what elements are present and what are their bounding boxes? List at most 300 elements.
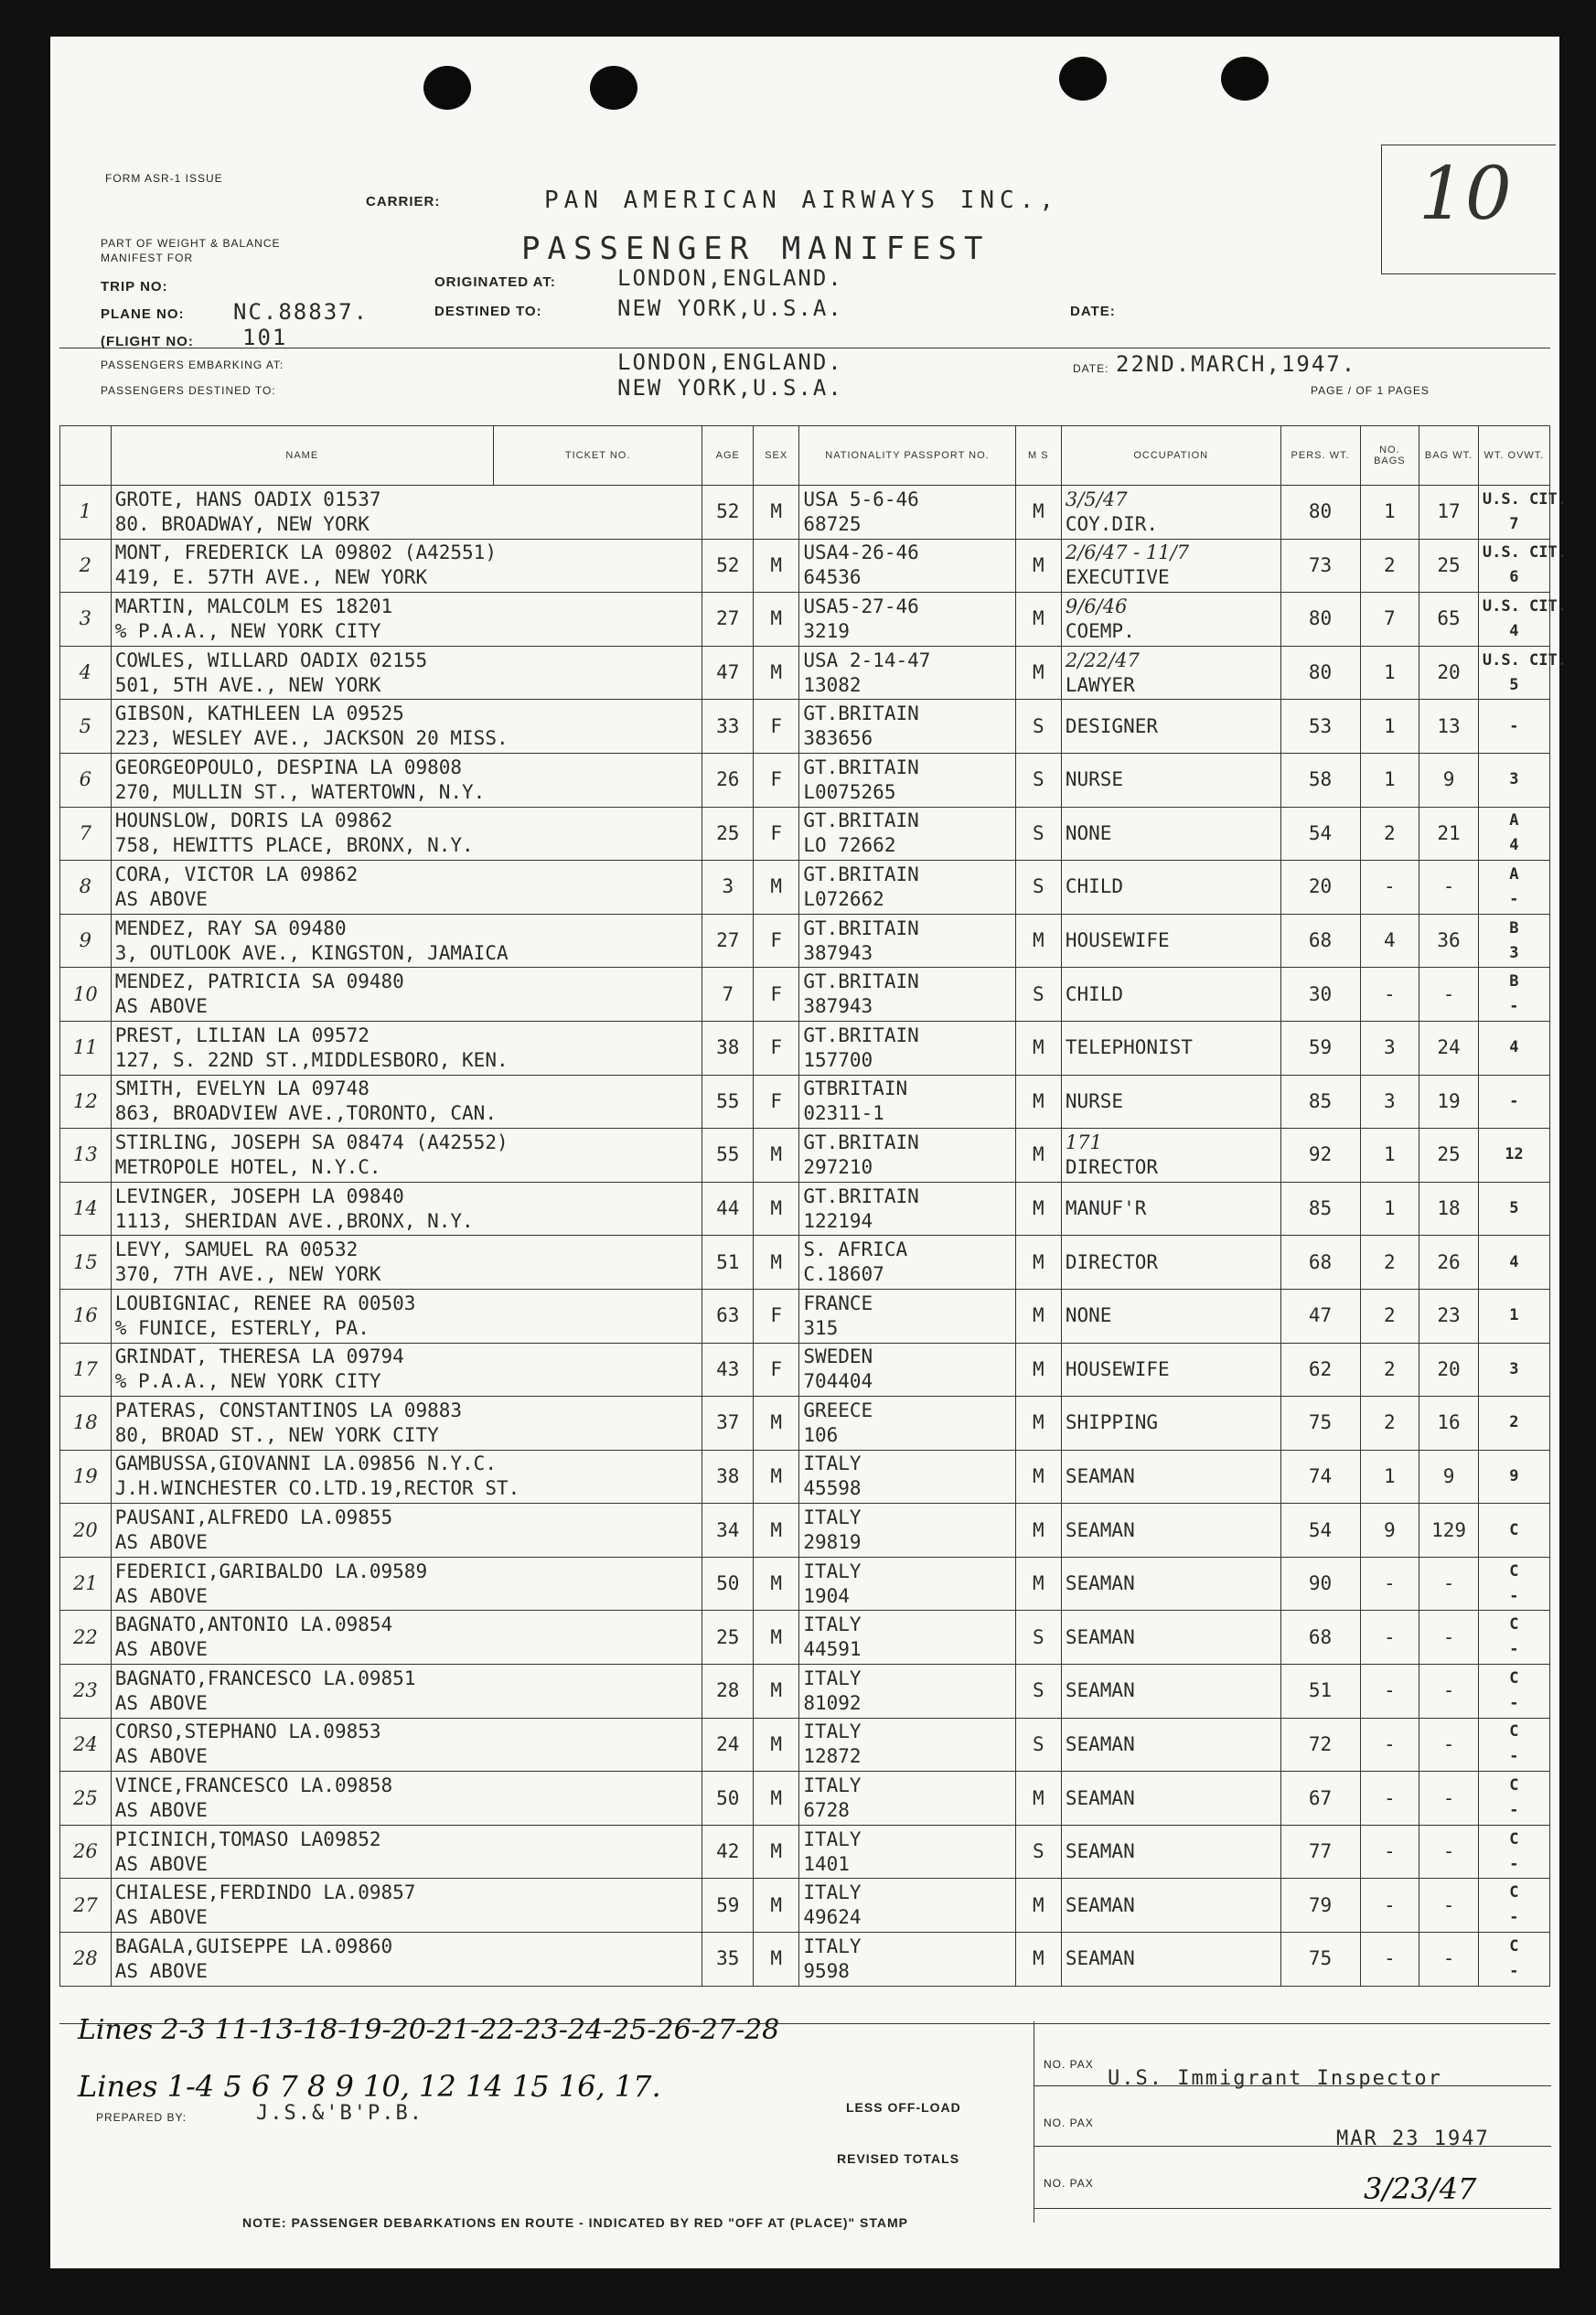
cell-sex: M [754,1611,799,1665]
cell-name-line1: CORSO,STEPHANO LA.09853 [114,1720,381,1743]
cell-ms: M [1015,1933,1061,1987]
cell-name-line1: COWLES, WILLARD OADIX 02155 [114,648,428,671]
form-number: FORM ASR-1 ISSUE [105,172,223,185]
cell-name-line2: 3, OUTLOOK AVE., KINGSTON, JAMAICA [114,941,509,964]
cell-nationality [799,1343,1015,1397]
cell-occupation-line2: SEAMAN [1065,1732,1135,1755]
destined-value: NEW YORK,U.S.A. [617,295,843,321]
cell-name-line1: MENDEZ, PATRICIA SA 09480 [114,970,404,993]
cell-no-bags: 7 [1360,593,1419,647]
cell-nationality-line2: 81092 [803,1691,862,1714]
cell-no-bags: - [1360,861,1419,915]
cell-ms: M [1015,593,1061,647]
cell-name-line2: AS ABOVE [114,1906,208,1929]
trip-label: TRIP NO: [101,279,168,295]
carrier-name: PAN AMERICAN AIRWAYS INC., [544,187,1059,214]
cell-no-bags: 2 [1360,1289,1419,1343]
col-nationality: NATIONALITY PASSPORT NO. [799,426,1015,486]
table-row [60,486,1550,540]
cell-overweight-line2: - [1509,1640,1519,1659]
cell-no-bags: 2 [1360,539,1419,593]
table-row [60,1182,1550,1236]
cell-occupation [1061,1021,1280,1075]
cell-bag-wt: - [1419,861,1479,915]
cell-occupation-line2: NURSE [1065,768,1124,791]
cell-no-bags: 1 [1360,1129,1419,1183]
punch-hole [423,66,471,110]
cell-name-line2: AS ABOVE [114,1852,208,1875]
table-row [60,807,1550,861]
table-row [60,1236,1550,1290]
prepared-by: J.S.&'B'P.B. [256,2102,423,2125]
cell-overweight [1478,1718,1549,1772]
cell-age: 26 [702,753,754,807]
cell-sex: M [754,1557,799,1611]
cell-nationality [799,1075,1015,1129]
cell-bag-wt: - [1419,1611,1479,1665]
cell-overweight [1478,807,1549,861]
cell-occupation [1061,861,1280,915]
cell-name [111,1343,702,1397]
cell-sex: M [754,1236,799,1290]
cell-age: 25 [702,1611,754,1665]
cell-nationality-line2: 704404 [803,1370,873,1393]
table-row [60,861,1550,915]
cell-age: 51 [702,1236,754,1290]
cell-nationality [799,1718,1015,1772]
cell-age: 55 [702,1075,754,1129]
no-pax-label: NO. PAX [1044,2058,1094,2071]
cell-occupation [1061,646,1280,700]
cell-rownum: 3 [60,593,112,647]
cell-age: 55 [702,1129,754,1183]
cell-pers-wt: 77 [1280,1825,1360,1879]
cell-sex: F [754,700,799,754]
cell-name-line2: AS ABOVE [114,1584,208,1607]
cell-occupation [1061,1557,1280,1611]
cell-overweight-line2: - [1509,1961,1519,1980]
cell-overweight [1478,1879,1549,1933]
cell-overweight-line2: 5 [1509,1199,1519,1218]
cell-occupation-line2: SEAMAN [1065,1947,1135,1970]
cell-no-bags: - [1360,1611,1419,1665]
cell-bag-wt: - [1419,1772,1479,1826]
cell-bag-wt: - [1419,1665,1479,1719]
cell-name-line2: 501, 5TH AVE., NEW YORK [114,673,381,696]
cell-occupation [1061,1933,1280,1987]
page-count: PAGE / OF 1 PAGES [1311,384,1430,397]
cell-occupation-line2: NONE [1065,1304,1112,1327]
cell-nationality-line1: USA 5-6-46 [803,488,919,510]
cell-name-line2: AS ABOVE [114,1799,208,1822]
cell-name [111,968,702,1022]
cell-age: 3 [702,861,754,915]
cell-nationality-line1: GT.BRITAIN [803,970,919,993]
cell-pers-wt: 80 [1280,593,1360,647]
cell-ms: S [1015,753,1061,807]
cell-nationality-line1: GT.BRITAIN [803,863,919,885]
stamp-date: MAR 23 1947 [1336,2127,1490,2150]
cell-age: 34 [702,1504,754,1558]
cell-ms: M [1015,539,1061,593]
cell-occupation [1061,1289,1280,1343]
punch-hole [1059,57,1107,101]
cell-nationality-line2: 157700 [803,1048,873,1071]
cell-occupation-line2: SHIPPING [1065,1411,1159,1434]
prepared-label: PREPARED BY: [96,2111,187,2124]
cell-ms: M [1015,1129,1061,1183]
cell-occupation [1061,1718,1280,1772]
cell-sex: M [754,1665,799,1719]
cell-nationality-line1: ITALY [803,1506,862,1529]
table-row [60,1772,1550,1826]
cell-age: 37 [702,1397,754,1451]
cell-nationality [799,486,1015,540]
cell-nationality-line1: ITALY [803,1935,862,1957]
cell-name-line1: GRINDAT, THERESA LA 09794 [114,1345,404,1368]
cell-name-line2: METROPOLE HOTEL, N.Y.C. [114,1155,381,1178]
cell-overweight-line1: B [1509,918,1519,938]
cell-sex: M [754,593,799,647]
cell-rownum: 15 [60,1236,112,1290]
cell-bag-wt: 129 [1419,1504,1479,1558]
cell-rownum: 10 [60,968,112,1022]
cell-name-line1: LEVINGER, JOSEPH LA 09840 [114,1184,404,1207]
cell-no-bags: 1 [1360,486,1419,540]
cell-age: 59 [702,1879,754,1933]
cell-age: 47 [702,646,754,700]
cell-bag-wt: 23 [1419,1289,1479,1343]
cell-name-line2: 863, BROADVIEW AVE.,TORONTO, CAN. [114,1102,497,1125]
cell-nationality-line2: 44591 [803,1638,862,1661]
cell-pers-wt: 85 [1280,1075,1360,1129]
cell-bag-wt: 25 [1419,539,1479,593]
cell-name-line1: MARTIN, MALCOLM ES 18201 [114,595,393,617]
cell-nationality-line1: GT.BRITAIN [803,702,919,725]
cell-rownum: 24 [60,1718,112,1772]
cell-overweight-line1: U.S. CIT. [1482,489,1567,509]
cell-name-line2: 1113, SHERIDAN AVE.,BRONX, N.Y. [114,1209,474,1232]
cell-nationality [799,1611,1015,1665]
cell-nationality [799,1825,1015,1879]
cell-bag-wt: 18 [1419,1182,1479,1236]
cell-no-bags: - [1360,1718,1419,1772]
cell-overweight [1478,1182,1549,1236]
table-row [60,1397,1550,1451]
cell-sex: F [754,914,799,968]
cell-age: 50 [702,1557,754,1611]
cell-name [111,1557,702,1611]
cell-nationality [799,700,1015,754]
cell-rownum: 12 [60,1075,112,1129]
cell-occupation-line2: DESIGNER [1065,714,1159,737]
cell-name [111,1933,702,1987]
cell-age: 28 [702,1665,754,1719]
cell-overweight [1478,1397,1549,1451]
cell-name-line2: % FUNICE, ESTERLY, PA. [114,1316,370,1339]
cell-overweight-line2: 3 [1509,1359,1519,1378]
cell-rownum: 17 [60,1343,112,1397]
cell-rownum: 26 [60,1825,112,1879]
cell-occupation-line2: CHILD [1065,875,1124,898]
cell-overweight-line2: 7 [1509,514,1519,533]
cell-no-bags: 2 [1360,1236,1419,1290]
cell-occupation [1061,968,1280,1022]
cell-ms: S [1015,1718,1061,1772]
cell-overweight [1478,539,1567,593]
cell-age: 33 [702,700,754,754]
cell-nationality-line1: GT.BRITAIN [803,809,919,832]
cell-nationality-line2: 6728 [803,1799,850,1822]
cell-name [111,753,702,807]
table-row [60,539,1550,593]
pax-destined-value: NEW YORK,U.S.A. [617,375,843,401]
cell-overweight [1478,1021,1549,1075]
cell-age: 24 [702,1718,754,1772]
cell-name [111,1075,702,1129]
cell-age: 25 [702,807,754,861]
cell-occupation [1061,1611,1280,1665]
originated-value: LONDON,ENGLAND. [617,265,843,291]
cell-nationality-line2: L0075265 [803,780,896,803]
flight-no: 101 [242,325,288,350]
table-row [60,1289,1550,1343]
cell-no-bags: 9 [1360,1504,1419,1558]
cell-rownum: 13 [60,1129,112,1183]
cell-name-line2: AS ABOVE [114,995,208,1018]
cell-nationality [799,807,1015,861]
cell-name [111,700,702,754]
cell-ms: S [1015,968,1061,1022]
cell-name-line2: % P.A.A., NEW YORK CITY [114,619,381,642]
col-pers-wt: PERS. WT. [1280,426,1360,486]
cell-pers-wt: 72 [1280,1718,1360,1772]
cell-occupation-line2: HOUSEWIFE [1065,1357,1170,1380]
table-row [60,968,1550,1022]
cell-name [111,1182,702,1236]
cell-name-line2: 80, BROAD ST., NEW YORK CITY [114,1423,439,1446]
cell-occupation [1061,1182,1280,1236]
cell-rownum: 7 [60,807,112,861]
cell-name [111,486,702,540]
cell-overweight-line2: 9 [1509,1466,1519,1485]
cell-nationality [799,1236,1015,1290]
carrier-label: CARRIER: [366,194,441,209]
cell-overweight-line1: U.S. CIT. [1482,596,1567,616]
cell-nationality-line1: ITALY [803,1559,862,1582]
cell-ms: S [1015,700,1061,754]
cell-occupation [1061,486,1280,540]
cell-no-bags: 1 [1360,1182,1419,1236]
cell-occupation [1061,914,1280,968]
cell-sex: F [754,1343,799,1397]
cell-overweight [1478,1933,1549,1987]
cell-nationality-line1: ITALY [803,1881,862,1904]
cell-sex: M [754,1933,799,1987]
cell-sex: M [754,1772,799,1826]
cell-sex: F [754,1289,799,1343]
cell-overweight [1478,1450,1549,1504]
handwritten-totals-note: Lines 1-4 5 6 7 8 9 10, 12 14 15 16, 17. [78,2069,661,2104]
cell-ms: M [1015,1021,1061,1075]
cell-nationality-line1: FRANCE [803,1291,873,1314]
cell-nationality-line2: 1401 [803,1852,850,1875]
cell-occupation-line2: SEAMAN [1065,1893,1135,1916]
cell-pers-wt: 68 [1280,914,1360,968]
cell-nationality [799,539,1015,593]
cell-ms: S [1015,1665,1061,1719]
cell-overweight [1478,1772,1549,1826]
cell-age: 27 [702,593,754,647]
cell-occupation [1061,753,1280,807]
cell-rownum: 14 [60,1182,112,1236]
cell-pers-wt: 79 [1280,1879,1360,1933]
cell-occupation [1061,1879,1280,1933]
cell-name-line1: PATERAS, CONSTANTINOS LA 09883 [114,1399,463,1421]
cell-nationality-line2: 9598 [803,1959,850,1982]
cell-nationality [799,1397,1015,1451]
cell-overweight-line2: 3 [1509,943,1519,962]
cell-nationality-line1: GT.BRITAIN [803,1184,919,1207]
cell-name [111,1397,702,1451]
cell-nationality [799,753,1015,807]
cell-nationality [799,1557,1015,1611]
cell-pers-wt: 75 [1280,1933,1360,1987]
table-row [60,646,1550,700]
manifest-sheet [50,37,1567,2268]
cell-nationality-line2: 122194 [803,1209,873,1232]
cell-age: 52 [702,486,754,540]
cell-occupation-line2: COEMP. [1065,619,1135,642]
cell-occupation-line2: MANUF'R [1065,1197,1147,1220]
cell-overweight-line1: U.S. CIT. [1482,543,1567,563]
cell-no-bags: - [1360,1825,1419,1879]
revised-totals-label: REVISED TOTALS [837,2151,960,2166]
cell-ms: M [1015,1182,1061,1236]
cell-pers-wt: 54 [1280,1504,1360,1558]
punch-hole [590,66,637,110]
cell-occupation-line1: 2/22/47 [1065,648,1140,671]
cell-pers-wt: 20 [1280,861,1360,915]
table-row [60,593,1550,647]
cell-no-bags: - [1360,1772,1419,1826]
cell-overweight-line1: B [1509,972,1519,991]
cell-pers-wt: 92 [1280,1129,1360,1183]
table-header [60,426,1550,486]
cell-occupation-line2: SEAMAN [1065,1464,1135,1487]
cell-nationality-line2: C.18607 [803,1263,884,1286]
cell-age: 44 [702,1182,754,1236]
cell-overweight-line2: - [1509,997,1519,1016]
cell-nationality [799,1289,1015,1343]
cell-no-bags: 2 [1360,807,1419,861]
cell-name-line2: AS ABOVE [114,1691,208,1714]
cell-rownum: 25 [60,1772,112,1826]
cell-pers-wt: 51 [1280,1665,1360,1719]
cell-name [111,861,702,915]
cell-occupation-line1: 2/6/47 - 11/7 [1065,541,1190,564]
cell-rownum: 1 [60,486,112,540]
cell-rownum: 22 [60,1611,112,1665]
cell-overweight-line2: 6 [1509,568,1519,587]
cell-no-bags: 3 [1360,1075,1419,1129]
cell-overweight [1478,486,1567,540]
col-bag-wt: BAG WT. [1419,426,1479,486]
cell-name-line1: PICINICH,TOMASO LA09852 [114,1827,381,1850]
cell-bag-wt: - [1419,1557,1479,1611]
cell-bag-wt: 17 [1419,486,1479,540]
cell-rownum: 18 [60,1397,112,1451]
cell-pers-wt: 73 [1280,539,1360,593]
col-ticket: TICKET NO. [493,426,702,486]
cell-name-line2: 419, E. 57TH AVE., NEW YORK [114,566,428,589]
cell-no-bags: 4 [1360,914,1419,968]
cell-ms: M [1015,1236,1061,1290]
cell-occupation-line2: NURSE [1065,1089,1124,1112]
cell-nationality-line2: LO 72662 [803,834,896,857]
cell-overweight-line2: - [1509,1586,1519,1605]
cell-nationality-line2: 106 [803,1423,839,1446]
cell-nationality-line1: ITALY [803,1613,862,1636]
cell-rownum: 19 [60,1450,112,1504]
cell-age: 43 [702,1343,754,1397]
cell-name-line1: BAGNATO,ANTONIO LA.09854 [114,1613,393,1636]
cell-name [111,1236,702,1290]
cell-sex: M [754,1504,799,1558]
col-ms: M S [1015,426,1061,486]
table-row [60,1343,1550,1397]
cell-overweight [1478,861,1549,915]
handwritten-date: 3/23/47 [1364,2171,1477,2206]
cell-name [111,914,702,968]
cell-name [111,1129,702,1183]
cell-pers-wt: 62 [1280,1343,1360,1397]
cell-sex: M [754,1879,799,1933]
cell-nationality-line1: USA5-27-46 [803,595,919,617]
cell-occupation [1061,1397,1280,1451]
inspector-stamp: U.S. Immigrant Inspector [1108,2067,1442,2090]
date-label: DATE: [1070,304,1116,319]
cell-nationality-line2: 387943 [803,941,873,964]
cell-rownum: 9 [60,914,112,968]
part-of-label: PART OF WEIGHT & BALANCE MANIFEST FOR [101,237,281,264]
cell-nationality-line1: GREECE [803,1399,873,1421]
cell-occupation [1061,700,1280,754]
cell-nationality-line1: ITALY [803,1667,862,1689]
cell-nationality-line1: ITALY [803,1452,862,1475]
cell-occupation [1061,539,1280,593]
cell-no-bags: - [1360,1879,1419,1933]
cell-name [111,1504,702,1558]
cell-occupation-line2: TELEPHONIST [1065,1036,1193,1059]
cell-pers-wt: 58 [1280,753,1360,807]
cell-name-line2: 127, S. 22ND ST.,MIDDLESBORO, KEN. [114,1048,509,1071]
table-row [60,1504,1550,1558]
cell-name-line2: 80. BROADWAY, NEW YORK [114,512,370,535]
cell-nationality-line2: 13082 [803,673,862,696]
cell-name-line1: BAGNATO,FRANCESCO LA.09851 [114,1667,416,1689]
cell-bag-wt: 20 [1419,646,1479,700]
no-pax-label: NO. PAX [1044,2177,1094,2190]
cell-overweight-line1: A [1509,864,1519,884]
col-sex: SEX [754,426,799,486]
cell-bag-wt: 24 [1419,1021,1479,1075]
cell-pers-wt: 68 [1280,1236,1360,1290]
cell-occupation-line2: EXECUTIVE [1065,566,1170,589]
cell-overweight-line2: 4 [1509,1252,1519,1271]
cell-rownum: 8 [60,861,112,915]
cell-overweight [1478,1665,1549,1719]
